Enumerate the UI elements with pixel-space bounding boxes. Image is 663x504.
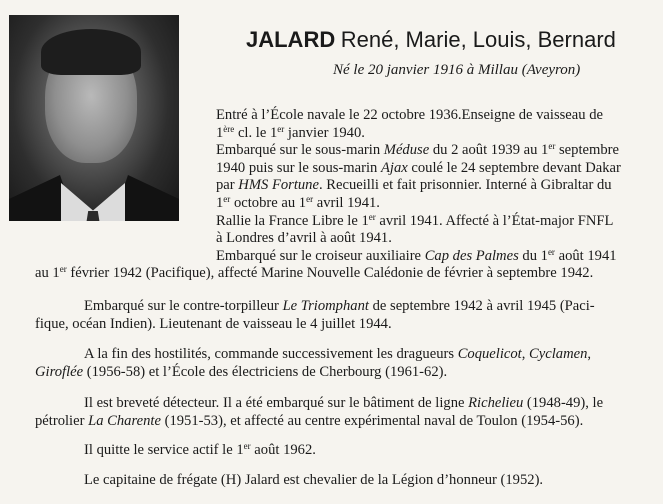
text-run: cl. le 1 (234, 124, 278, 141)
portrait-photo (9, 15, 179, 221)
text-run: août 1941 (554, 247, 617, 264)
text-run: coulé le 24 septembre devant Dakar (407, 159, 621, 176)
ship-name: Méduse (383, 142, 430, 159)
surname: JALARD (246, 27, 336, 52)
text-run: janvier 1940. (284, 124, 365, 141)
text-line (84, 395, 603, 413)
text-run: (1948-49), le (523, 395, 604, 411)
text-line (216, 213, 621, 231)
text-run: (1951-53), et affecté au centre expérimental naval de Toulon (1954-56). (160, 412, 584, 429)
paragraph-retirement (84, 442, 316, 460)
text-run: 1 (216, 124, 224, 141)
text-run: Il est breveté détecteur. Il a été embarqué sur le bâtiment de ligne (84, 395, 469, 411)
text-line (216, 107, 621, 125)
text-line (216, 248, 621, 266)
birth-line: Né le 20 janvier 1916 à Millau (Aveyron) (333, 62, 581, 78)
ship-name: Coquelicot (457, 346, 522, 362)
superscript: er (368, 211, 376, 222)
text-line (216, 125, 621, 143)
text-line (84, 442, 316, 460)
text-line (84, 472, 543, 490)
text-line (216, 160, 621, 178)
text-line (216, 142, 621, 160)
text-run: octobre au 1 (230, 194, 307, 211)
ship-name: Cyclamen (529, 346, 588, 362)
paragraph-triomphant (35, 298, 595, 333)
text-line (216, 195, 621, 213)
text-run: Embarqué sur le croiseur auxiliaire (216, 247, 425, 264)
text-run: Rallie la France Libre le 1 (216, 212, 369, 229)
text-run: Le capitaine de frégate (H) Jalard est chevalier de la Légion d’honneur (1952). (84, 472, 544, 488)
superscript: er (243, 441, 251, 451)
superscript: ère (223, 123, 235, 134)
text-run: (1956-58) et l’École des électriciens de Cherbourg (1961-62). (83, 363, 448, 380)
superscript: er (223, 193, 231, 204)
paragraph-career-early (35, 107, 621, 283)
portrait-hair (41, 29, 141, 75)
text-run: A la fin des hostilités, commande successivement les dragueurs (84, 346, 458, 362)
text-run: Embarqué sur le sous-marin (216, 142, 384, 159)
text-line (84, 346, 591, 364)
paragraph-detector (35, 395, 603, 430)
text-run: par (216, 177, 239, 194)
text-run: 1940 puis sur le sous-marin (216, 159, 381, 176)
text-run: du 2 août 1939 au 1 (429, 142, 549, 159)
text-run: , (587, 346, 592, 362)
text-run: avril 1941. (313, 194, 380, 211)
text-line (35, 265, 621, 283)
superscript: er (277, 123, 285, 134)
text-run: , (521, 346, 530, 362)
ship-name: La Charente (88, 412, 161, 429)
text-run: avril 1941. Affecté à l’État-major FNFL (375, 212, 614, 229)
superscript: er (59, 264, 67, 275)
ship-name: Richelieu (468, 395, 524, 411)
text-line (84, 298, 595, 316)
paragraph-honours (84, 472, 543, 490)
text-run: février 1942 (Pacifique), affecté Marine Nouvelle Calédonie de février à septembre 1942. (66, 265, 594, 282)
text-run: Il quitte le service actif le 1 (84, 442, 244, 458)
ship-name: HMS Fortune (238, 177, 319, 194)
given-names: René, Marie, Louis, Bernard (340, 27, 616, 52)
superscript: er (547, 246, 555, 257)
text-run: du 1 (518, 247, 548, 264)
ship-name: Cap des Palmes (424, 247, 519, 264)
ship-name: Giroflée (35, 363, 84, 380)
text-run: à Londres d’avril à août 1941. (216, 230, 392, 247)
person-name (246, 27, 656, 53)
text-line (216, 230, 621, 248)
text-line (35, 413, 603, 431)
superscript: er (306, 193, 314, 204)
text-line (35, 364, 591, 382)
text-run: août 1962. (250, 442, 316, 458)
text-run: de septembre 1942 à avril 1945 (Paci- (368, 298, 595, 314)
text-run: Entré à l’École navale le 22 octobre 1936.Enseigne de vaisseau de (216, 107, 603, 123)
text-run: fique, océan Indien). Lieutenant de vaisseau le 4 juillet 1944. (35, 315, 392, 332)
paragraph-post-war-commands (35, 346, 591, 381)
ship-name: Ajax (380, 159, 408, 176)
text-run: Embarqué sur le contre-torpilleur (84, 298, 283, 314)
superscript: er (548, 141, 556, 152)
text-run: septembre (555, 142, 619, 159)
text-line (216, 177, 621, 195)
text-run: au 1 (35, 265, 60, 282)
text-run: 1 (216, 194, 224, 211)
text-run: pétrolier (35, 412, 89, 429)
ship-name: Le Triomphant (282, 298, 369, 314)
text-line (35, 316, 595, 334)
text-run: . Recueilli et fait prisonnier. Interné à Gibraltar du (318, 177, 612, 194)
